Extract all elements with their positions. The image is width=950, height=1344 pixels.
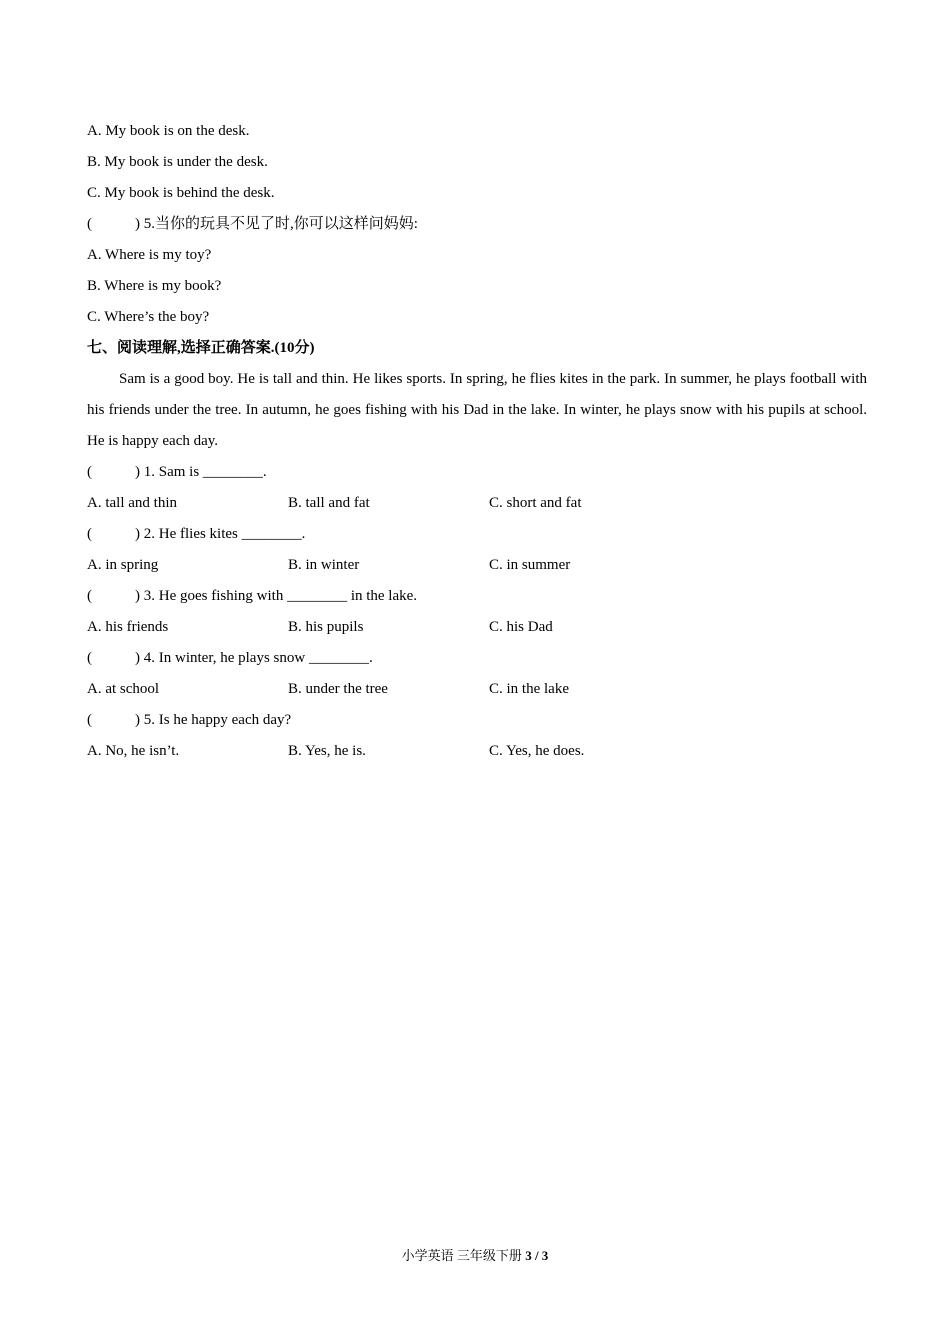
footer-label: 小学英语 三年级下册: [401, 1248, 526, 1263]
page-content: [87, 116, 867, 767]
section-heading: 七、阅读理解,选择正确答案.(10分): [87, 340, 315, 356]
question-text: ) 4. In winter, he plays snow ________.: [135, 650, 373, 666]
answer-blank: (: [87, 588, 92, 604]
question-text: ) 2. He flies kites ________.: [135, 526, 306, 542]
question-5-options: [87, 736, 867, 767]
option-c: C. short and fat: [489, 495, 582, 511]
question-5: [87, 705, 867, 736]
reading-passage: Sam is a good boy. He is tall and thin. He likes sports. In spring, he flies kites in the park. In summer, he plays football with his friends under the tree. In autumn, he goes fishing with his Dad in the lake. In winter, he plays snow with his pupils at school. He is happy each day.: [87, 371, 867, 449]
page-footer: [0, 1246, 950, 1266]
option-b: B. tall and fat: [288, 495, 370, 511]
option-a: A. tall and thin: [87, 495, 177, 511]
question-2: [87, 519, 867, 550]
answer-blank: (: [87, 526, 92, 542]
option-c: C. Yes, he does.: [489, 743, 585, 759]
q5-stem: [87, 209, 867, 240]
question-1-options: [87, 488, 867, 519]
q4-option-a: A. My book is on the desk.: [87, 123, 250, 139]
option-a: A. in spring: [87, 557, 159, 573]
question-1: [87, 457, 867, 488]
option-a: A. his friends: [87, 619, 169, 635]
option-c: C. in the lake: [489, 681, 569, 697]
q5-option-a: A. Where is my toy?: [87, 247, 212, 263]
q4-option-c: C. My book is behind the desk.: [87, 185, 275, 201]
option-b: B. Yes, he is.: [288, 743, 366, 759]
option-b: B. his pupils: [288, 619, 364, 635]
option-b: B. in winter: [288, 557, 360, 573]
option-c: C. in summer: [489, 557, 571, 573]
question-text: ) 3. He goes fishing with ________ in the lake.: [135, 588, 418, 604]
answer-blank: (: [87, 712, 92, 728]
question-4: [87, 643, 867, 674]
page-number: 3 / 3: [525, 1248, 549, 1263]
q4-option-b: B. My book is under the desk.: [87, 154, 268, 170]
q5-option-b: B. Where is my book?: [87, 278, 222, 294]
question-3: [87, 581, 867, 612]
question-text: ) 5. Is he happy each day?: [135, 712, 292, 728]
question-2-options: [87, 550, 867, 581]
question-4-options: [87, 674, 867, 705]
answer-blank: (: [87, 464, 92, 480]
option-a: A. No, he isn’t.: [87, 743, 180, 759]
q5-option-c: C. Where’s the boy?: [87, 309, 210, 325]
question-text: ) 5.当你的玩具不见了时,你可以这样问妈妈:: [135, 216, 418, 232]
option-b: B. under the tree: [288, 681, 388, 697]
option-c: C. his Dad: [489, 619, 553, 635]
answer-blank: (: [87, 650, 92, 666]
question-text: ) 1. Sam is ________.: [135, 464, 267, 480]
question-3-options: [87, 612, 867, 643]
option-a: A. at school: [87, 681, 160, 697]
answer-blank: (: [87, 216, 92, 232]
